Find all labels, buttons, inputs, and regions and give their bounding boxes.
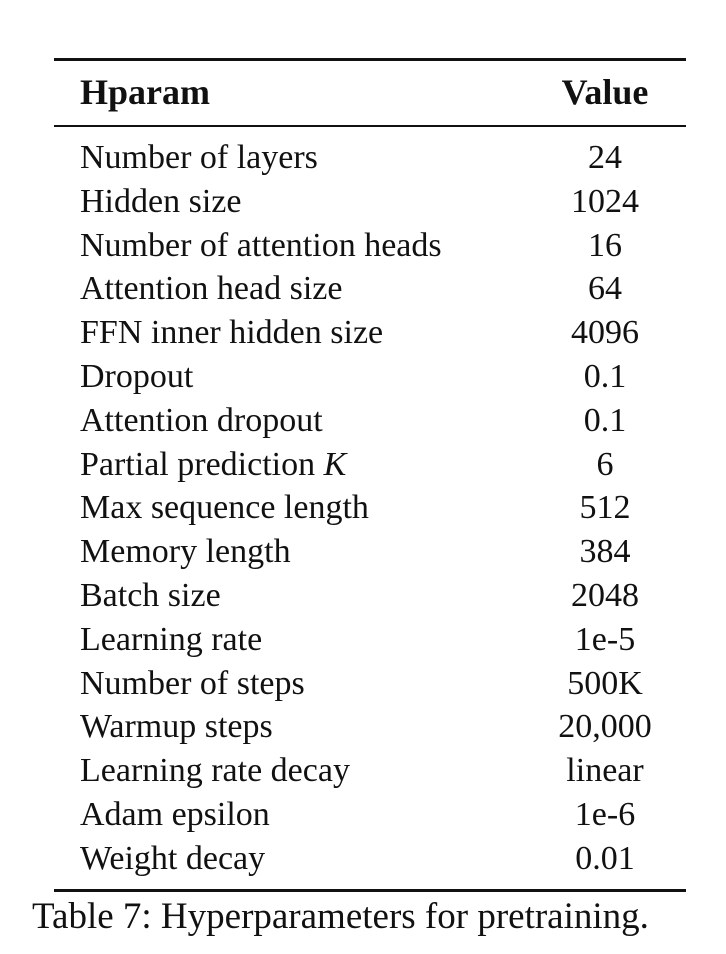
table-row [0,488,726,532]
param-cell [80,226,442,266]
param-text: Adam epsilon [80,795,270,833]
value-cell: 2048 [571,576,639,614]
value-cell: linear [566,752,644,790]
table-row [0,269,726,313]
param-cell [80,620,262,660]
param-cell [80,707,273,747]
caption-text: Hyperparameters for pretraining. [160,896,649,937]
param-text: Learning rate decay [80,752,350,790]
value-cell: 0.1 [583,401,627,439]
param-cell [80,269,342,309]
value-cell: 16 [588,226,622,264]
value-cell: 500K [567,664,643,702]
param-text: Hidden size [80,182,242,220]
param-cell [80,751,350,791]
table-row [0,138,726,182]
table-row [0,751,726,795]
value-cell: 1024 [571,182,639,220]
table-row [0,839,726,883]
param-cell [80,532,291,572]
table-row [0,357,726,401]
param-text: Max sequence length [80,489,369,527]
table-row [0,182,726,226]
table-row [0,401,726,445]
table-row [0,707,726,751]
param-cell [80,138,318,178]
table-row [0,795,726,839]
param-text: Number of attention heads [80,226,442,264]
value-cell: 24 [588,139,622,176]
table-bottom-rule [54,889,686,892]
param-cell [80,839,265,879]
table-row [0,313,726,357]
param-text: FFN inner hidden size [80,314,384,352]
table-caption [32,893,722,941]
param-text: Partial prediction [80,445,324,483]
param-cell [80,445,346,485]
param-text: Batch size [80,576,221,614]
param-cell [80,182,241,222]
param-cell [80,401,323,441]
table-row [0,532,726,576]
param-text: Attention head size [80,270,343,308]
value-cell: 0.01 [575,839,635,877]
param-cell [80,488,369,528]
table-row [0,664,726,708]
param-text: Attention dropout [80,401,323,439]
value-cell: 512 [579,489,631,527]
table-row [0,226,726,270]
header-hparam: Hparam [80,72,210,112]
param-text: Learning rate [80,620,263,658]
value-cell: 1e-6 [574,795,636,833]
table-row [0,576,726,620]
param-cell [80,576,221,616]
header-value: Value [561,72,649,112]
table-body [0,138,726,883]
table-row [0,445,726,489]
param-text: Number of steps [80,664,305,702]
value-cell: 6 [596,445,614,483]
table-header-rule [54,125,686,127]
value-cell: 20,000 [558,708,652,746]
caption-label: Table 7: [32,896,152,937]
value-cell: 64 [588,270,622,308]
param-cell [80,357,193,397]
value-cell: 0.1 [583,357,627,395]
table-row [0,620,726,664]
param-text: Memory length [80,533,291,571]
table-header-row [0,62,726,124]
param-cell [80,664,305,704]
param-cell [80,795,270,835]
param-text: Number of layers [80,139,318,176]
param-text: Warmup steps [80,708,273,746]
value-cell: 384 [579,533,631,571]
table-top-rule [54,58,686,61]
value-cell: 4096 [571,314,639,352]
param-cell [80,313,383,353]
param-math-symbol: K [323,445,347,483]
param-text: Dropout [80,357,194,395]
param-text: Weight decay [80,839,266,877]
value-cell: 1e-5 [574,620,636,658]
